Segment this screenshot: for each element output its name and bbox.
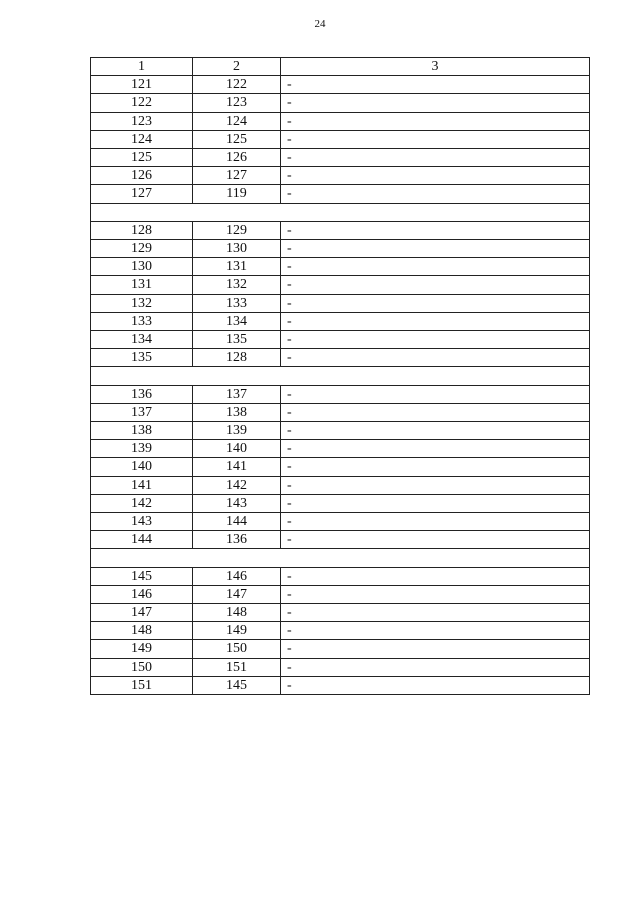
- cell-col-2: 126: [193, 149, 281, 167]
- cell-col-2: 125: [193, 130, 281, 148]
- cell-col-3: -: [281, 458, 590, 476]
- cell-col-2: 124: [193, 112, 281, 130]
- cell-col-2: 128: [193, 349, 281, 367]
- cell-col-2: 146: [193, 567, 281, 585]
- cell-col-3: -: [281, 94, 590, 112]
- cell-col-2: 130: [193, 240, 281, 258]
- table-body: [91, 76, 590, 695]
- cell-col-1: 147: [91, 604, 193, 622]
- table-row: [91, 294, 590, 312]
- cell-col-1: 134: [91, 331, 193, 349]
- table-row: [91, 112, 590, 130]
- table-row: [91, 76, 590, 94]
- table-row: [91, 331, 590, 349]
- cell-col-1: 137: [91, 403, 193, 421]
- cell-col-3: -: [281, 513, 590, 531]
- cell-col-2: 122: [193, 76, 281, 94]
- cell-col-2: 144: [193, 513, 281, 531]
- cell-col-3: -: [281, 294, 590, 312]
- cell-col-3: -: [281, 167, 590, 185]
- cell-col-2: 139: [193, 422, 281, 440]
- cell-col-1: 122: [91, 94, 193, 112]
- cell-col-2: 119: [193, 185, 281, 203]
- cell-col-1: 139: [91, 440, 193, 458]
- cell-col-2: 149: [193, 622, 281, 640]
- cell-col-3: -: [281, 240, 590, 258]
- cell-col-1: 124: [91, 130, 193, 148]
- group-separator-row: [91, 367, 590, 385]
- table-row: [91, 94, 590, 112]
- cell-col-3: -: [281, 112, 590, 130]
- cell-col-2: 132: [193, 276, 281, 294]
- table-row: [91, 567, 590, 585]
- table-row: [91, 476, 590, 494]
- cell-col-2: 134: [193, 312, 281, 330]
- group-separator-row: [91, 203, 590, 221]
- cell-col-2: 143: [193, 494, 281, 512]
- cell-col-1: 129: [91, 240, 193, 258]
- table-row: [91, 622, 590, 640]
- cell-col-3: -: [281, 567, 590, 585]
- table-row: [91, 440, 590, 458]
- cell-col-3: -: [281, 385, 590, 403]
- cell-col-2: 135: [193, 331, 281, 349]
- cell-col-3: -: [281, 622, 590, 640]
- table-row: [91, 494, 590, 512]
- cell-col-1: 130: [91, 258, 193, 276]
- cell-col-2: 136: [193, 531, 281, 549]
- cell-col-1: 132: [91, 294, 193, 312]
- cell-col-3: -: [281, 476, 590, 494]
- cell-col-3: -: [281, 585, 590, 603]
- cell-col-3: -: [281, 349, 590, 367]
- cell-col-1: 144: [91, 531, 193, 549]
- cell-col-1: 128: [91, 221, 193, 239]
- table-row: [91, 258, 590, 276]
- cell-col-3: -: [281, 676, 590, 694]
- cell-col-1: 126: [91, 167, 193, 185]
- table-row: [91, 276, 590, 294]
- cell-col-1: 142: [91, 494, 193, 512]
- table-row: [91, 403, 590, 421]
- group-separator-cell: [91, 203, 590, 221]
- cell-col-3: -: [281, 276, 590, 294]
- cell-col-2: 142: [193, 476, 281, 494]
- cell-col-1: 148: [91, 622, 193, 640]
- cell-col-1: 125: [91, 149, 193, 167]
- cell-col-3: -: [281, 221, 590, 239]
- cell-col-3: -: [281, 403, 590, 421]
- table-row: [91, 513, 590, 531]
- cell-col-1: 133: [91, 312, 193, 330]
- cell-col-2: 140: [193, 440, 281, 458]
- cell-col-2: 137: [193, 385, 281, 403]
- page-number: 24: [314, 18, 326, 30]
- table-row: [91, 130, 590, 148]
- group-separator-cell: [91, 367, 590, 385]
- cell-col-1: 143: [91, 513, 193, 531]
- cell-col-3: -: [281, 658, 590, 676]
- cell-col-2: 129: [193, 221, 281, 239]
- cell-col-3: -: [281, 422, 590, 440]
- data-table: [90, 57, 590, 695]
- cell-col-3: -: [281, 258, 590, 276]
- table-row: [91, 676, 590, 694]
- cell-col-1: 140: [91, 458, 193, 476]
- cell-col-3: -: [281, 149, 590, 167]
- group-separator-row: [91, 549, 590, 567]
- cell-col-3: -: [281, 331, 590, 349]
- cell-col-1: 149: [91, 640, 193, 658]
- cell-col-1: 141: [91, 476, 193, 494]
- cell-col-1: 151: [91, 676, 193, 694]
- table-row: [91, 385, 590, 403]
- table-header-row: [91, 58, 590, 76]
- cell-col-1: 150: [91, 658, 193, 676]
- cell-col-3: -: [281, 312, 590, 330]
- cell-col-3: -: [281, 76, 590, 94]
- table-row: [91, 349, 590, 367]
- cell-col-1: 136: [91, 385, 193, 403]
- cell-col-1: 146: [91, 585, 193, 603]
- cell-col-1: 121: [91, 76, 193, 94]
- table-row: [91, 312, 590, 330]
- table-row: [91, 640, 590, 658]
- table-row: [91, 185, 590, 203]
- table-row: [91, 604, 590, 622]
- table-row: [91, 167, 590, 185]
- cell-col-2: 148: [193, 604, 281, 622]
- group-separator-cell: [91, 549, 590, 567]
- table-row: [91, 531, 590, 549]
- cell-col-2: 145: [193, 676, 281, 694]
- table-row: [91, 458, 590, 476]
- table-row: [91, 240, 590, 258]
- table-row: [91, 149, 590, 167]
- cell-col-3: -: [281, 640, 590, 658]
- cell-col-3: -: [281, 604, 590, 622]
- cell-col-2: 141: [193, 458, 281, 476]
- cell-col-3: -: [281, 440, 590, 458]
- cell-col-2: 147: [193, 585, 281, 603]
- cell-col-1: 127: [91, 185, 193, 203]
- table-row: [91, 658, 590, 676]
- table-row: [91, 221, 590, 239]
- column-header: 2: [193, 58, 281, 76]
- cell-col-3: -: [281, 531, 590, 549]
- table-row: [91, 585, 590, 603]
- column-header: 3: [281, 58, 590, 76]
- column-header: 1: [91, 58, 193, 76]
- cell-col-3: -: [281, 494, 590, 512]
- cell-col-1: 135: [91, 349, 193, 367]
- cell-col-2: 150: [193, 640, 281, 658]
- cell-col-1: 131: [91, 276, 193, 294]
- cell-col-2: 123: [193, 94, 281, 112]
- cell-col-1: 145: [91, 567, 193, 585]
- cell-col-2: 127: [193, 167, 281, 185]
- cell-col-1: 123: [91, 112, 193, 130]
- cell-col-3: -: [281, 130, 590, 148]
- cell-col-3: -: [281, 185, 590, 203]
- cell-col-2: 133: [193, 294, 281, 312]
- cell-col-2: 138: [193, 403, 281, 421]
- cell-col-1: 138: [91, 422, 193, 440]
- cell-col-2: 151: [193, 658, 281, 676]
- table-row: [91, 422, 590, 440]
- cell-col-2: 131: [193, 258, 281, 276]
